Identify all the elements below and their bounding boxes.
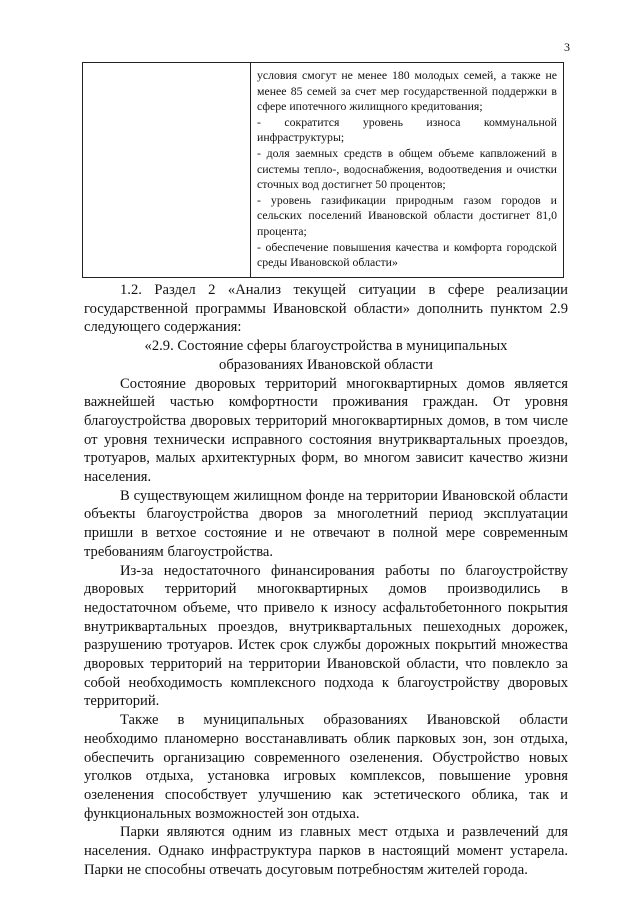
table-item: - обеспечение повышения качества и комфорта городской среды Ивановской области» <box>257 239 557 270</box>
intro-paragraph: 1.2. Раздел 2 «Анализ текущей ситуации в сфере реализации государственной программы Ивановской области» дополнить пунктом 2.9 следующего содержания: <box>84 282 568 336</box>
section-heading: «2.9. Состояние сферы благоустройства в муниципальных образованиях Ивановской области <box>144 338 508 373</box>
program-table <box>82 62 564 278</box>
table-item: - доля заемных средств в общем объеме капвложений в системы тепло-, водоснабжения, водоотведения и очистки сточных вод достигнет 50 процентов; <box>257 145 557 192</box>
body-paragraph: В существующем жилищном фонде на территории Ивановской области объекты благоустройства дворов за многолетний период эксплуатации пришли в ветхое состояние и не отвечают в полной мере современным требованиям благоустройства. <box>84 487 568 560</box>
table-item: - сократится уровень износа коммунальной инфраструктуры; <box>257 114 557 145</box>
body-paragraph: Парки являются одним из главных мест отдыха и развлечений для населения. Однако инфраструктура парков в настоящий момент устарела. Парки не способны отвечать досуговым потребностям жителей города. <box>84 824 568 878</box>
table-right-cell <box>251 63 563 277</box>
body-paragraph: Из-за недостаточного финансирования работы по благоустройству дворовых территорий многоквартирных домов производились в недостаточном объеме, что привело к износу асфальтобетонного покрытия внутриквартальных проездов, внутриквартальных пешеходных дорожек, разрушению тротуаров. Истек срок службы дорожных покрытий множества дворовых территорий на территории Ивановской области, что повлекло за собой необходимость комплексного подхода к благоустройству дворовых территорий. <box>84 562 568 710</box>
page-number: 3 <box>564 40 570 54</box>
table-item: - уровень газификации природным газом городов и сельских поселений Ивановской области достигнет 81,0 процента; <box>257 192 557 238</box>
body-paragraph: Состояние дворовых территорий многоквартирных домов является важнейшей частью комфортности проживания граждан. От уровня благоустройства дворовых территорий многоквартирных домов, в том числе от уровня технически исправного состояния внутриквартальных проездов, тротуаров, малых архитектурных форм, во многом зависит качество жизни населения. <box>84 375 568 486</box>
table-left-cell <box>83 63 251 277</box>
body-paragraph: Также в муниципальных образованиях Ивановской области необходимо планомерно восстанавливать облик парковых зон, зон отдыха, обеспечить организацию современного озеленения. Обустройство новых уголков отдыха, установка игровых комплексов, повышение уровня озеленения способствует улучшению как эстетического облика, так и функциональных возможностей зон отдыха. <box>84 712 568 822</box>
table-item: условия смогут не менее 180 молодых семей, а также не менее 85 семей за счет мер государственной поддержки в сфере ипотечного жилищного кредитования; <box>257 68 557 114</box>
document-body <box>84 281 568 880</box>
